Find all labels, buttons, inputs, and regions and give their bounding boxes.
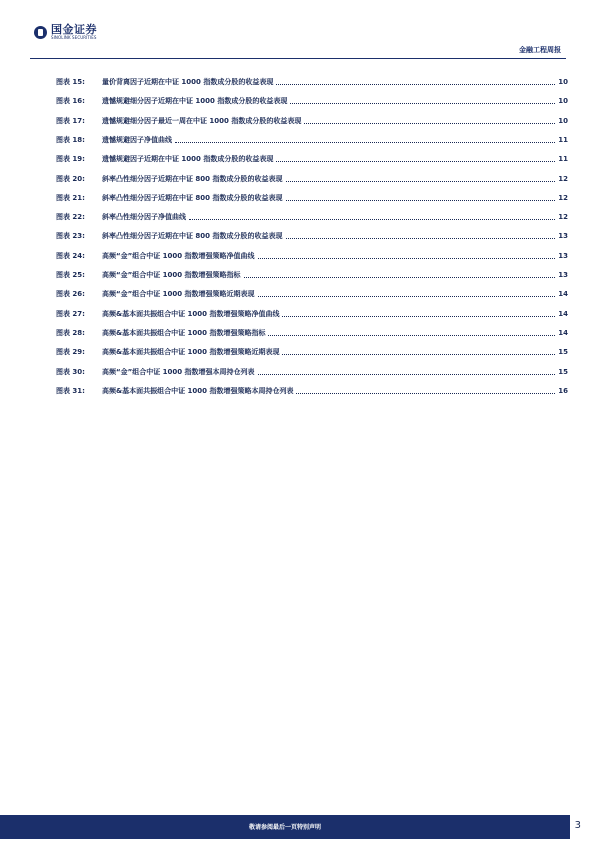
toc-entry-label: 图表 18: [56,135,85,144]
toc-entry-label: 图表 30: [56,367,85,376]
toc-entry-label: 图表 23: [56,232,85,241]
toc-entry-label: 图表 19: [56,155,85,164]
toc-entry[interactable] [56,173,568,185]
footer-disclaimer: 敬请参阅最后一页特别声明 [248,824,321,831]
toc-dot-leader [282,307,555,317]
toc-entry-label: 图表 20: [56,174,85,183]
toc-dot-leader [276,152,555,162]
toc-entry-page: 14 [558,309,568,318]
toc-entry[interactable] [56,269,568,281]
toc-entry-page: 13 [558,251,568,260]
toc-dot-leader [268,326,555,336]
logo-chinese-name: 国金证券 [51,23,97,36]
toc-entry-label: 图表 16: [56,97,85,106]
toc-dot-leader [296,384,555,394]
toc-dot-leader [244,268,555,278]
toc-entry-page: 13 [558,271,568,279]
toc-entry-page: 12 [558,174,568,183]
toc-entry-title: 斜率凸性细分因子近期在中证 800 指数成分股的收益表现 [102,174,283,183]
toc-entry-title: 遗憾规避因子近期在中证 1000 指数成分股的收益表现 [102,155,274,164]
toc-entry-page: 11 [558,155,568,164]
toc-entry[interactable] [56,153,568,165]
toc-entry-label: 图表 26: [56,290,85,299]
toc-entry[interactable] [56,346,568,358]
toc-dot-leader [258,249,555,259]
logo-mark-icon [34,26,47,39]
logo-english-name: SINOLINK SECURITIES [51,35,97,40]
toc-entry-page: 15 [558,367,568,376]
toc-entry[interactable] [56,211,568,223]
header-divider [30,58,566,59]
toc-entry-title: 高频“金”组合中证 1000 指数增强策略净值曲线 [102,251,255,260]
toc-entry-label: 图表 27: [56,309,85,318]
toc-entry-page: 10 [558,78,568,86]
toc-dot-leader [189,210,555,220]
toc-entry-page: 14 [558,290,568,299]
toc-dot-leader [290,94,555,104]
toc-entry-title: 量价背离因子近期在中证 1000 指数成分股的收益表现 [102,78,274,86]
toc-entry-title: 遗憾规避细分因子最近一周在中证 1000 指数成分股的收益表现 [102,116,302,125]
toc-entry-title: 斜率凸性细分因子近期在中证 800 指数成分股的收益表现 [102,193,283,202]
toc-entry[interactable] [56,95,568,107]
toc-entry-label: 图表 25: [56,271,85,279]
toc-entry[interactable] [56,308,568,320]
toc-dot-leader [304,114,555,124]
toc-dot-leader [258,287,555,297]
toc-entry[interactable] [56,115,568,127]
page-header [0,0,595,62]
toc-dot-leader [258,365,555,375]
toc-entry[interactable] [56,385,568,397]
toc-entry-title: 高频&基本面共振组合中证 1000 指数增强策略本周持仓列表 [102,386,294,395]
toc-entry-title: 高频&基本面共振组合中证 1000 指数增强策略近期表现 [102,348,280,357]
toc-entry-label: 图表 15: [56,78,85,86]
toc-entry[interactable] [56,288,568,300]
toc-entry-label: 图表 22: [56,213,85,222]
company-logo [34,24,97,40]
toc-entry-page: 13 [558,232,568,241]
toc-entry-title: 高频“金”组合中证 1000 指数增强本周持仓列表 [102,367,255,376]
toc-dot-leader [286,191,556,201]
toc-dot-leader [175,133,555,143]
toc-entry-label: 图表 31: [56,386,85,395]
toc-entry-label: 图表 29: [56,348,85,357]
toc-entry[interactable] [56,230,568,242]
page-number: 3 [574,820,581,831]
toc-entry-title: 高频“金”组合中证 1000 指数增强策略近期表现 [102,290,255,299]
toc-entry-title: 高频&基本面共振组合中证 1000 指数增强策略净值曲线 [102,309,280,318]
toc-entry-page: 11 [558,135,568,144]
toc-entry-title: 斜率凸性细分因子近期在中证 800 指数成分股的收益表现 [102,232,283,241]
toc-entry[interactable] [56,327,568,339]
toc-entry-page: 14 [558,328,568,337]
toc-entry-title: 斜率凸性细分因子净值曲线 [102,213,186,222]
toc-dot-leader [276,75,555,85]
toc-entry[interactable] [56,76,568,88]
toc-entry-label: 图表 24: [56,251,85,260]
toc-entry-page: 15 [558,348,568,357]
toc-entry[interactable] [56,250,568,262]
toc-entry-label: 图表 21: [56,193,85,202]
toc-entry-page: 12 [558,213,568,222]
toc-entry-title: 遗憾规避因子净值曲线 [102,135,172,144]
toc-entry-page: 10 [558,97,568,106]
toc-dot-leader [286,172,556,182]
toc-entry-title: 遗憾规避细分因子近期在中证 1000 指数成分股的收益表现 [102,97,288,106]
toc-entry-page: 12 [558,193,568,202]
toc-dot-leader [286,229,556,239]
report-type-label: 金融工程周报 [519,46,561,54]
toc-entry-title: 高频“金”组合中证 1000 指数增强策略指标 [102,271,241,279]
toc-dot-leader [282,345,555,355]
toc-entry[interactable] [56,134,568,146]
toc-entry-label: 图表 17: [56,116,85,125]
toc-entry-page: 10 [558,116,568,125]
toc-entry-page: 16 [558,386,568,395]
toc-entry[interactable] [56,192,568,204]
toc-entry-title: 高频&基本面共振组合中证 1000 指数增强策略指标 [102,328,266,337]
toc-entry[interactable] [56,366,568,378]
toc-entry-label: 图表 28: [56,328,85,337]
